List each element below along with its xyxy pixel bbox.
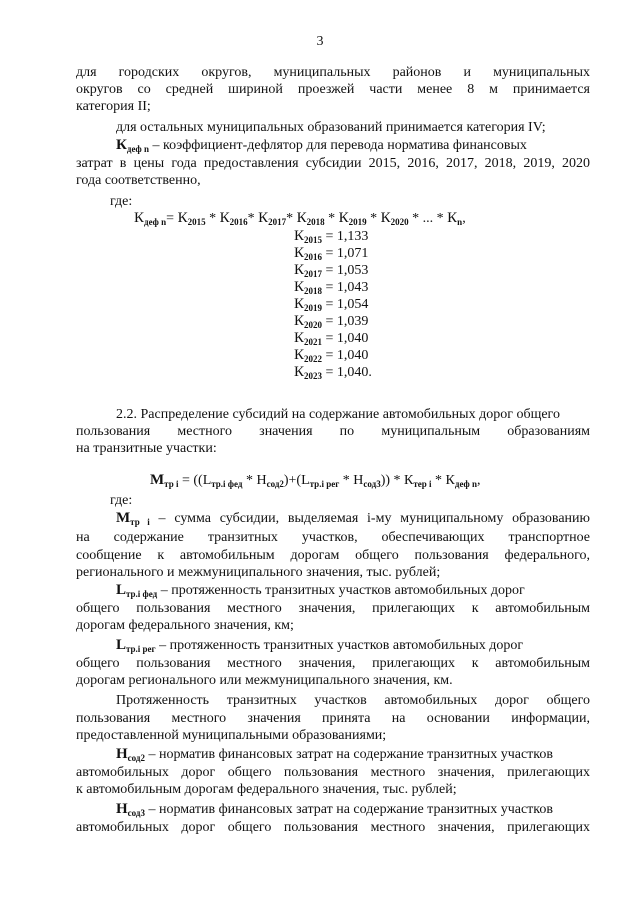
coefficient-value: = 1,039: [325, 314, 369, 329]
main-formula-eq: = ((L: [178, 473, 212, 488]
coefficient-value: = 1,133: [325, 229, 369, 244]
main-formula-end: ,: [477, 473, 481, 488]
coefficient-value: = 1,043: [325, 280, 369, 295]
main-formula-k-sub: тер i: [413, 479, 432, 489]
length-note-line-3: предоставленной муниципальными образованиями;: [76, 728, 387, 743]
lfed-subscript: тр.i фед: [126, 589, 158, 599]
coefficient-year: 2021: [304, 337, 323, 347]
coefficient-year: 2019: [304, 303, 323, 313]
main-formula-mid: )+(L: [283, 473, 310, 488]
product-term-2017: 2017: [268, 217, 287, 227]
coefficient-value: = 1,040: [325, 348, 369, 363]
n2-definition-line-2: автомобильных дорог общего пользования местного значения, прилегающих: [76, 765, 590, 780]
lfed-symbol: L: [116, 582, 127, 598]
lreg-definition-line-2: общего пользования местного значения, прилегающих к автомобильным: [76, 656, 590, 671]
length-note-line-1: Протяженность транзитных участков автомобильных дорог общего: [116, 693, 590, 708]
product-formula-lhs-sub: деф n: [144, 217, 167, 227]
coefficient-value: = 1,040.: [325, 365, 372, 380]
n3-definition-line-2: автомобильных дорог общего пользования местного значения, прилегающих: [76, 820, 590, 835]
main-formula-close: )) * К: [380, 473, 414, 488]
coefficient-2023: $К_{2023} = 1,040$.: [294, 364, 372, 381]
product-formula-dots: * ... *: [412, 211, 444, 226]
kdef-symbol: К: [116, 137, 127, 153]
main-formula-m: М: [150, 472, 165, 488]
mtr-text-1: – сумма субсидии, выделяемая i-му муниципальному образованию: [149, 511, 590, 526]
kdef-definition-line-2: затрат в цены года предоставления субсидии 2015, 2016, 2017, 2018, 2019, 2020: [76, 156, 590, 171]
coefficient-2020: $К_{2020} = 1,039$: [294, 313, 369, 330]
n3-symbol: Н: [116, 801, 128, 817]
lfed-definition-line-3: дорогам федерального значения, км;: [76, 618, 294, 633]
where-label-1: где:: [110, 194, 133, 209]
product-formula: $К_{деф n}= К_{2015} * К_{2016}*$ $К_{2017}*$ $К_{2018} * К_{2019} * К_{2020}$ * ... * $К_n$,: [134, 210, 466, 227]
main-formula-mul3: * К: [431, 473, 455, 488]
length-note-line-2: пользования местного значения принята на основании информации,: [76, 711, 590, 726]
lreg-definition-line-3: дорогам регионального или межмуниципального значения, км.: [76, 673, 453, 688]
coefficient-2022: $К_{2022} = 1,040$: [294, 347, 369, 364]
product-term-2020: 2020: [390, 217, 409, 227]
n3-text-1: – норматив финансовых затрат на содержание транзитных участков: [144, 802, 553, 817]
coefficient-value: = 1,053: [325, 263, 369, 278]
n2-symbol: Н: [116, 746, 128, 762]
kdef-subscript: деф n: [126, 144, 150, 154]
section-22-line-1: 2.2. Распределение субсидий на содержание автомобильных дорог общего: [116, 407, 560, 422]
coefficient-year: 2020: [304, 320, 323, 330]
coefficient-2018: $К_{2018} = 1,043$: [294, 279, 369, 296]
mtr-symbol: М: [116, 510, 131, 526]
coefficient-value: = 1,040: [325, 331, 369, 346]
lfed-text-1: – протяженность транзитных участков автомобильных дорог: [157, 583, 525, 598]
product-formula-k: К: [134, 210, 145, 226]
n3-subscript: сод3: [127, 808, 145, 818]
coefficient-year: 2016: [304, 252, 323, 262]
main-formula-mul1: * Н: [242, 473, 267, 488]
lfed-definition-line-2: общего пользования местного значения, прилегающих к автомобильным: [76, 601, 590, 616]
intro-line-2: округов со средней шириной проезжей части менее 8 м принимается: [76, 82, 590, 97]
product-formula-eq: =: [166, 211, 178, 226]
coefficient-2015: $К_{2015} = 1,133$: [294, 228, 369, 245]
section-22-line-2: пользования местного значения по муниципальным образованиям: [76, 424, 590, 439]
mtr-subscript: тр i: [130, 517, 150, 527]
lreg-subscript: тр.i рег: [126, 644, 156, 654]
product-term-2015: 2015: [187, 217, 206, 227]
main-formula-mul2: * Н: [339, 473, 364, 488]
coefficient-year: 2017: [304, 269, 323, 279]
main-formula-kd-sub: деф n: [454, 479, 478, 489]
coefficient-year: 2015: [304, 235, 323, 245]
main-formula-l1-sub: тр.i фед: [211, 479, 243, 489]
n2-subscript: сод2: [127, 753, 145, 763]
coefficient-year: 2018: [304, 286, 323, 296]
n2-text-1: – норматив финансовых затрат на содержание транзитных участков: [144, 747, 553, 762]
intro-line-3: категория II;: [76, 99, 151, 114]
where-label-2: где:: [110, 493, 133, 508]
mtr-definition-line-4: регионального и межмуниципального значения, тыс. рублей;: [76, 565, 441, 580]
main-formula: [150, 472, 481, 489]
product-term-2018: 2018: [306, 217, 325, 227]
main-formula-m-sub: тр i: [164, 479, 179, 489]
product-term-2019: 2019: [348, 217, 367, 227]
n2-definition-line-3: к автомобильным дорогам федерального значения, тыс. рублей;: [76, 782, 457, 797]
mtr-definition-line-1: [116, 510, 590, 531]
page-number: 3: [316, 34, 324, 49]
intro-line-1: для городских округов, муниципальных районов и муниципальных: [76, 65, 590, 80]
main-formula-n1-sub: сод2: [266, 479, 284, 489]
coefficient-2019: $К_{2019} = 1,054$: [294, 296, 369, 313]
kdef-text-1: – коэффициент-дефлятор для перевода норматива финансовых: [149, 138, 527, 153]
coefficient-2017: $К_{2017} = 1,053$: [294, 262, 369, 279]
product-term-2016: 2016: [229, 217, 248, 227]
coefficient-2016: $К_{2016} = 1,071$: [294, 245, 369, 262]
mtr-definition-line-2: на содержание транзитных участков, обеспечивающих транспортное: [76, 530, 590, 545]
kdef-definition-line-3: года соответственно,: [76, 173, 201, 188]
coefficient-year: 2022: [304, 354, 323, 364]
section-22-line-3: на транзитные участки:: [76, 441, 217, 456]
main-formula-n2-sub: сод3: [363, 479, 381, 489]
coefficient-value: = 1,054: [325, 297, 369, 312]
coefficient-year: 2023: [304, 371, 323, 381]
coefficient-2021: $К_{2021} = 1,040$: [294, 330, 369, 347]
coefficient-value: = 1,071: [325, 246, 369, 261]
main-formula-l2-sub: тр.i рег: [309, 479, 340, 489]
lreg-symbol: L: [116, 637, 127, 653]
product-term-n: n: [457, 217, 463, 227]
intro-line-4: для остальных муниципальных образований принимается категория IV;: [116, 120, 546, 135]
mtr-definition-line-3: сообщение к автомобильным дорогам общего пользования федерального,: [76, 548, 590, 563]
lreg-text-1: – протяженность транзитных участков автомобильных дорог: [155, 638, 524, 653]
